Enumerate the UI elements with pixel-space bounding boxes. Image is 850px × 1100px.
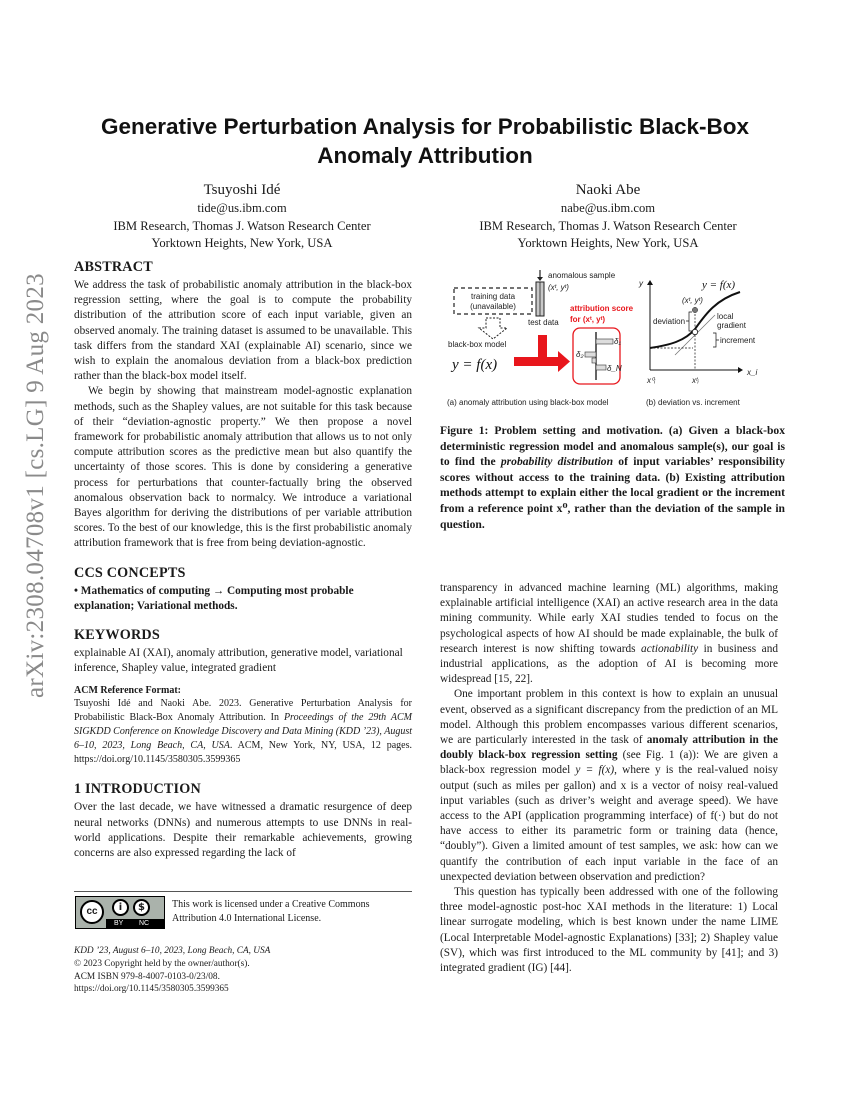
delta-n-label: δ_N [607, 364, 622, 373]
bold-task-phrase: anomaly attribution in the doubly black-box regression setting [440, 734, 779, 762]
training-data-label: training data [470, 292, 516, 301]
paper-title: Generative Perturbation Analysis for Probabilistic Black-Box Anomaly Attribution [100, 114, 750, 168]
acm-ref-part: . ACM, New York, NY, USA, 12 pages. https://doi.org/10.1145/3580305.3599365 [74, 740, 412, 766]
math-model: y = f(x) [575, 764, 615, 777]
author-affiliation: IBM Research, Thomas J. Watson Research Center [113, 218, 371, 233]
text-part: (see Fig. 1 (a)): We are given a black-box regression model [440, 749, 778, 777]
footnote-divider [74, 891, 412, 892]
deviation-label: deviation [653, 317, 686, 326]
cc-license-badge[interactable] [75, 896, 165, 929]
venue-line: KDD ’23, August 6–10, 2023, Long Beach, CA, USA [74, 946, 271, 956]
increment-bracket [713, 333, 719, 347]
author-email[interactable]: tide@us.ibm.com [197, 201, 287, 215]
subfigure-a-caption: (a) anomaly attribution using black-box model [447, 398, 609, 407]
figure-1 [440, 265, 790, 415]
author-email[interactable]: nabe@us.ibm.com [560, 201, 656, 215]
increment-label: increment [720, 336, 756, 345]
introduction-heading: 1 INTRODUCTION [74, 781, 201, 798]
x-axis-label: x_i [747, 368, 758, 377]
emphasis-actionability: actionability [641, 642, 699, 655]
subfigure-b-caption: (b) deviation vs. increment [646, 398, 740, 407]
keywords-heading: KEYWORDS [74, 627, 160, 644]
point-label: (xᵗ, yᵗ) [682, 296, 703, 305]
anomalous-pair-label: (xᵗ, yᵗ) [548, 283, 569, 292]
down-arrow-icon [479, 318, 507, 339]
noncommercial-dollar-icon: $ [133, 899, 150, 916]
score-bar-3 [592, 358, 596, 363]
author-name: Naoki Abe [575, 182, 641, 198]
caption-emphasis: probability distribution [500, 455, 614, 469]
license-text: This work is licensed under a Creative Commons Attribution 4.0 International License. [172, 899, 370, 924]
caption-part: Figure 1: Problem setting and motivation. (a) Given a black-box deterministic regression model and anomalous sample(s), our goal is to find the [440, 424, 785, 469]
red-arrow-head-icon [558, 351, 570, 372]
right-column [440, 581, 778, 976]
author-location: Yorktown Heights, New York, USA [517, 236, 699, 250]
acm-ref-part: Tsuyoshi Idé and Naoki Abe. 2023. Generative Perturbation Analysis for Probabilistic Black-Box Anomaly Attribution. In [74, 698, 412, 724]
text-part: One important problem in this context is how to explain an unusual event, observed as a significant discrepancy from the prediction of an ML model. Although this problem encompasses various different scenarios, we are particularly interested in the task of [440, 688, 778, 747]
figure-1-caption [440, 423, 785, 532]
cc-badge-strip [106, 919, 164, 928]
test-data-label: test data [528, 318, 559, 327]
author-location: Yorktown Heights, New York, USA [151, 236, 333, 250]
model-equation: y = f(x) [452, 357, 498, 373]
xt-tick-label: xᵗᵢ [692, 376, 699, 385]
caption-part: of input variables’ responsibility scores without access to the training data. (b) Existing attribution methods attempt to explain either the local gradient or the increment from a reference point x⁰, rather than the deviation of the sample in question. [440, 455, 785, 531]
nc-label: NC [139, 920, 150, 927]
by-label: BY [114, 920, 124, 927]
acm-reference-heading: ACM Reference Format: [74, 685, 181, 697]
curve-equation: y = f(x) [702, 279, 736, 291]
prediction-point [692, 329, 697, 334]
black-box-model-label: black-box model [448, 340, 507, 349]
doi-link[interactable]: https://doi.org/10.1145/3580305.3599365 [74, 984, 229, 995]
abstract-paragraph-1: We address the task of probabilistic anomaly attribution in the black-box regression setting, where the goal is to compute the probability distribution of the attribution score of each input variable, given an observed anomaly. The training dataset is assumed to be unavailable. This task differs from the standard XAI (explainable AI) scenario, since we wish to explain the anomalous deviation from a black-box prediction rather than the black-box model itself. [74, 279, 412, 383]
text-part: , where y is the real-valued noisy output (such as miles per gallon) and x is a vector of noisy real-valued input variables (such as driver’s weight and average speed). We have access to the API (application programming interface) of f(·) but do not have access to either its parametric form or training data (hence, “doubly”). Given a limited amount of test samples, we ask: how can we quantify the contribution of each input variable in the face of an unexpected deviation between observation and prediction? [440, 764, 778, 883]
intro-paragraph-3: This question has typically been addressed with one of the following three model-agnostic post-hoc XAI methods in the literature: 1) Local linear surrogate modeling, which is best known under the name LIME (Local Interpretable Model-agnostic Explanations) [33]; 2) Shapley value (SV), which was first introduced to the ML community by [41]; and 3) integrated gradient (IG) [44]. [440, 886, 778, 975]
figure-1b-diagram [638, 279, 757, 407]
intro-paragraph-1-left: Over the last decade, we have witnessed a dramatic resurgence of deep neural networks (DNNs) and numerous attempts to use DNNs in real-world applications. Despite their remarkable achievements, growing concerns are also expressed regarding the lack of [74, 801, 412, 860]
author-block-2 [443, 180, 773, 253]
attribution-for-label: for (xᵗ, yᵗ) [570, 315, 606, 324]
footer-metadata [74, 945, 412, 996]
left-column [74, 258, 412, 861]
figure-1a-diagram [447, 270, 634, 407]
text-part: transparency in advanced machine learning (ML) algorithms, making explainable artificial intelligence (XAI) an active research area in the data mining community. While early XAI studies tended to focus on the psychological aspects of how AI should be made explainable, the bulk of research interest is now shifting towards [440, 582, 778, 655]
score-bar-2 [585, 352, 596, 357]
gradient-label: gradient [717, 321, 746, 330]
abstract-paragraph-2: We begin by showing that mainstream model-agnostic explanation methods, such as the Shapley values, are not suitable for this task because of their “deviation-agnostic property.” We then propose a novel framework for probabilistic anomaly attribution that allows us to not only compute attribution scores as the predictive mean but also quantify the uncertainty of those scores. This is done by considering a generative process for perturbations that counter-factually bring the observed anomalous observation back to normalcy. We introduce a variational Bayes algorithm for deriving the distributions of per variable attribution scores. To the best of our knowledge, this is the first probabilistic anomaly attribution framework that is free from being deviation-agnostic. [74, 385, 412, 550]
keywords-text: explainable AI (XAI), anomaly attribution, generative model, variational inference, Shapley value, integrated gradient [74, 647, 403, 675]
local-label: local [717, 312, 734, 321]
anomalous-sample-label: anomalous sample [548, 271, 616, 280]
intro-paragraph-2 [440, 687, 778, 885]
x0-tick-label: x⁰ᵢ [647, 376, 656, 385]
ccs-heading: CCS CONCEPTS [74, 564, 186, 581]
unavailable-label: (unavailable) [470, 302, 516, 311]
score-bar-n [596, 365, 606, 370]
isbn-line: ACM ISBN 979-8-4007-0103-0/23/08. [74, 971, 220, 982]
score-bar-1 [596, 339, 613, 344]
anomalous-point [692, 307, 697, 312]
y-axis-label: y [639, 279, 643, 288]
text-part: in business and industrial applications, as the adoption of AI is becoming more widespread [15, 22]. [440, 642, 778, 686]
ccs-concepts: • Mathematics of computing → Computing most probable explanation; Variational methods. [74, 584, 354, 612]
deviation-bracket [686, 312, 692, 331]
attribution-score-label: attribution score [570, 304, 634, 313]
author-block-1 [77, 180, 407, 253]
delta-1-label: δ₁ [614, 337, 621, 346]
attribution-person-icon: i [112, 899, 129, 916]
cc-icon: cc [80, 900, 104, 924]
arxiv-stamp: arXiv:2308.04708v1 [cs.LG] 9 Aug 2023 [22, 273, 49, 698]
abstract-heading: ABSTRACT [74, 259, 153, 275]
acm-ref-venue: Proceedings of the 29th ACM SIGKDD Conference on Knowledge Discovery and Data Mining (KDD ’23), August 6–10, 2023, Long Beach, CA, USA [74, 712, 413, 752]
author-name: Tsuyoshi Idé [203, 182, 281, 198]
arrow-head-icon [537, 277, 543, 281]
intro-paragraph-1-continued [440, 581, 778, 687]
copyright-line: © 2023 Copyright held by the owner/author(s). [74, 958, 250, 969]
delta-2-label: δ₂ [576, 350, 584, 359]
red-arrow-horizontal [514, 357, 558, 366]
acm-reference-text [74, 697, 412, 767]
author-affiliation: IBM Research, Thomas J. Watson Research Center [479, 218, 737, 233]
